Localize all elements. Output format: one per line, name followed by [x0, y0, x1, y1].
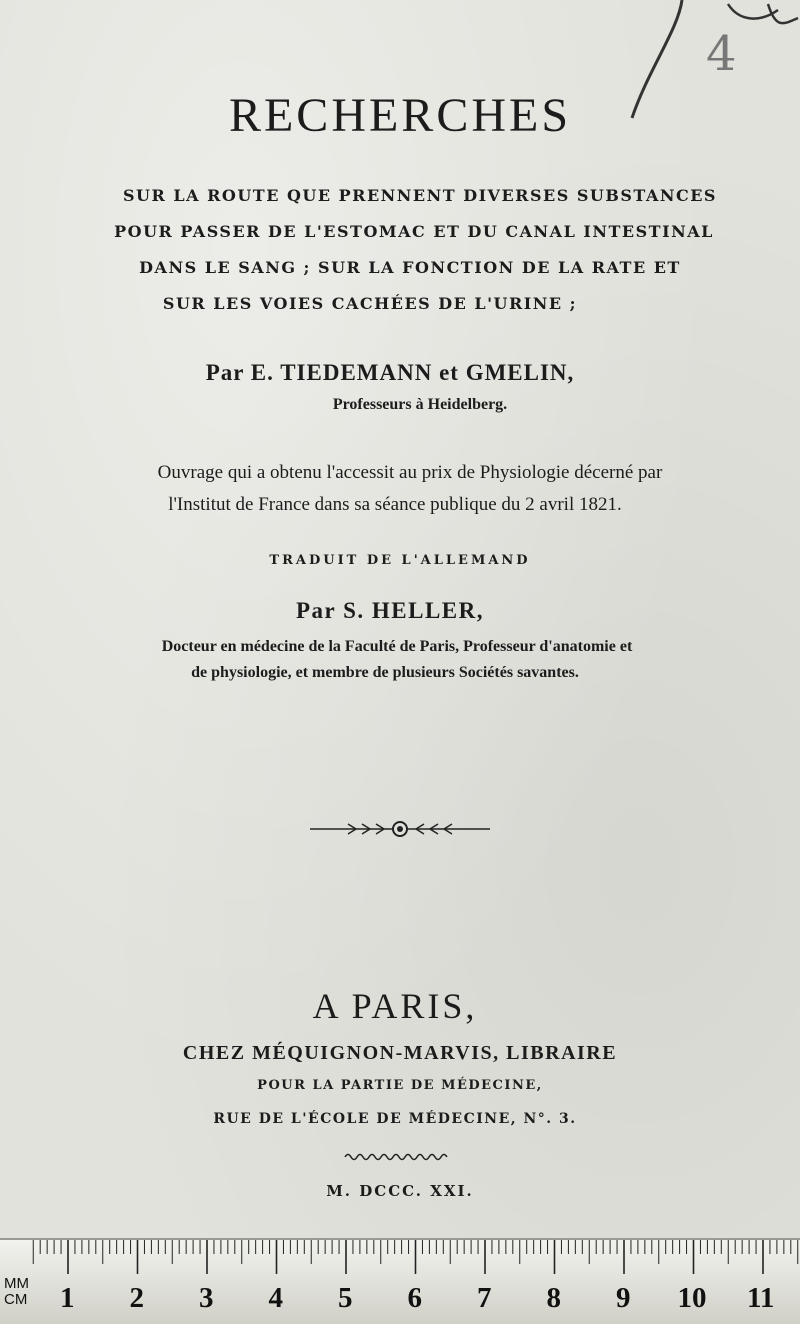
ruler-number: 11	[747, 1282, 775, 1314]
ruler-unit-cm: CM	[4, 1291, 28, 1308]
imprint-partie: POUR LA PARTIE DE MÉDECINE,	[257, 1078, 543, 1093]
ruler-number: 1	[60, 1282, 75, 1314]
handwritten-mark: 4	[706, 26, 737, 82]
ruler-number: 6	[407, 1282, 422, 1314]
translator-line: Par S. HELLER,	[296, 598, 484, 623]
imprint-address: RUE DE L'ÉCOLE DE MÉDECINE, N°. 3.	[213, 1111, 577, 1127]
ruler-unit-mm: MM	[4, 1275, 29, 1292]
page-title: RECHERCHES	[228, 89, 572, 142]
subtitle-line-4: SUR LES VOIES CACHÉES DE L'URINE ;	[162, 294, 578, 313]
wavy-rule	[343, 1150, 449, 1164]
imprint-date: M. DCCC. XXI.	[326, 1182, 474, 1200]
author-role: Professeurs à Heidelberg.	[332, 396, 508, 413]
ouvrage-line-1: Ouvrage qui a obtenu l'accessit au prix de Physiologie décerné par	[157, 462, 663, 483]
ruler-number: 3	[199, 1282, 214, 1314]
author-line: Par E. TIEDEMANN et GMELIN,	[205, 360, 575, 385]
ruler-number: 5	[338, 1282, 353, 1314]
ornament-divider	[300, 818, 500, 840]
ruler-number: 9	[616, 1282, 631, 1314]
imprint-city: A PARIS,	[312, 986, 478, 1026]
imprint-publisher: CHEZ MÉQUIGNON-MARVIS, LIBRAIRE	[182, 1042, 618, 1064]
ruler-number: 10	[677, 1282, 707, 1314]
subtitle-line-2: POUR PASSER DE L'ESTOMAC ET DU CANAL INTESTINAL	[114, 222, 714, 241]
ruler-number: 4	[268, 1282, 283, 1314]
ruler-number: 2	[129, 1282, 144, 1314]
translator-role-line-2: de physiologie, et membre de plusieurs Sociétés savantes.	[191, 664, 579, 681]
measurement-ruler	[0, 1238, 800, 1324]
translated-label: TRADUIT DE L'ALLEMAND	[269, 553, 531, 568]
ruler-number: 7	[477, 1282, 492, 1314]
ruler-number: 8	[546, 1282, 561, 1314]
ouvrage-line-2: l'Institut de France dans sa séance publique du 2 avril 1821.	[168, 494, 622, 515]
translator-role-line-1: Docteur en médecine de la Faculté de Paris, Professeur d'anatomie et	[161, 638, 633, 655]
subtitle-line-3: DANS LE SANG ; SUR LA FONCTION DE LA RATE ET	[139, 258, 681, 277]
subtitle-line-1: SUR LA ROUTE QUE PRENNENT DIVERSES SUBSTANCES	[123, 186, 717, 205]
